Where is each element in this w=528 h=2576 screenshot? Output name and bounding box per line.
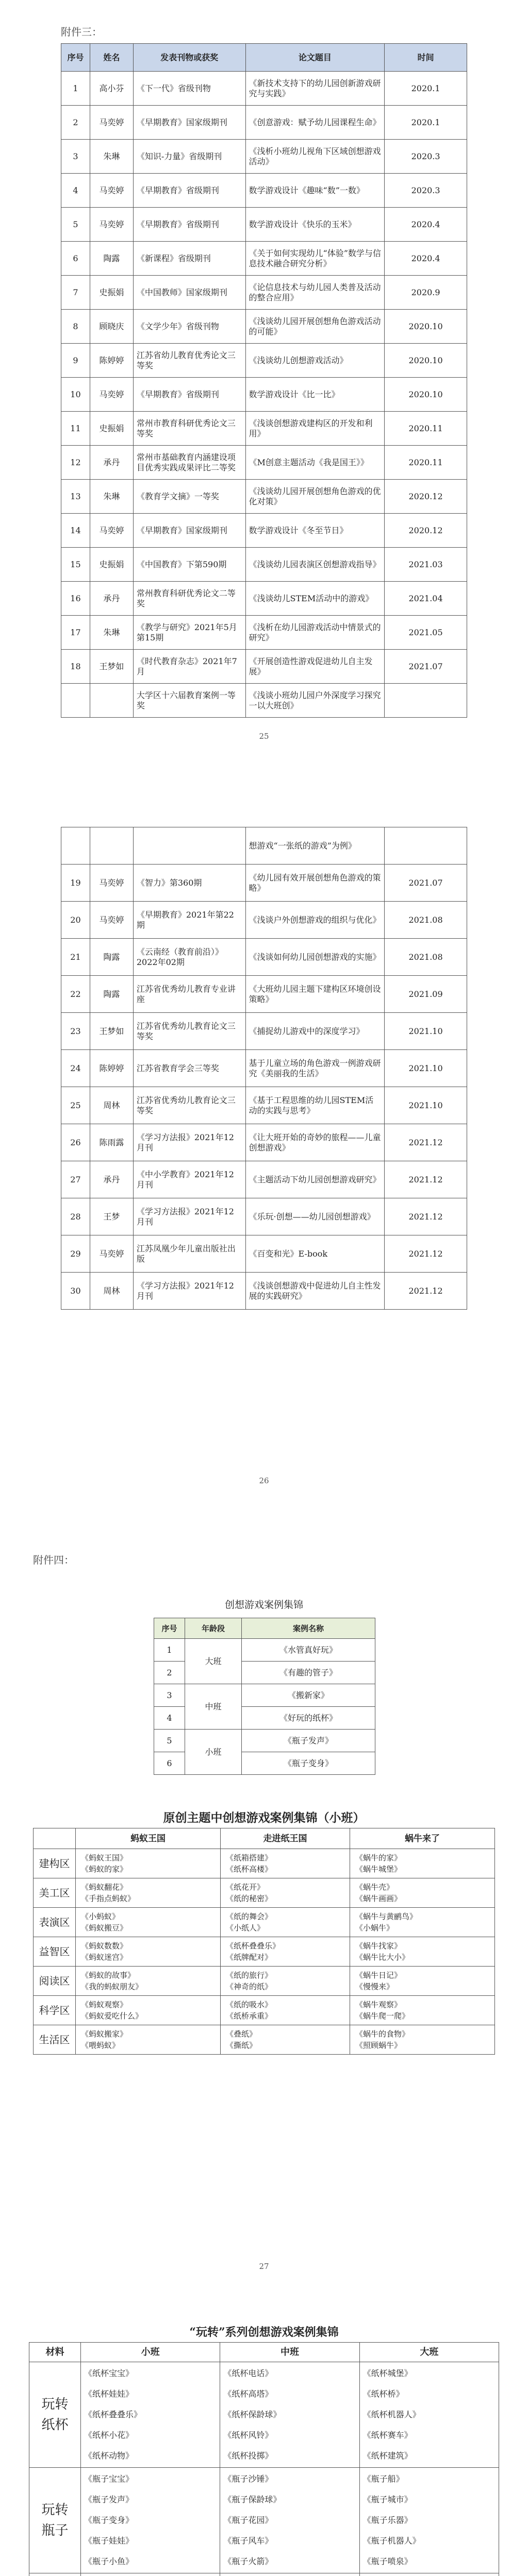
- cell-material: [29, 2573, 81, 2576]
- cell-date: 2020.10: [385, 378, 467, 412]
- cell-title: 《新技术支持下的幼儿园创新游戏研究与实践》: [245, 72, 385, 106]
- table-header-row: [61, 44, 467, 72]
- cell-game-list: [220, 2573, 359, 2576]
- cell-no: 9: [61, 344, 90, 378]
- cell-game-list: [359, 2573, 499, 2576]
- cell-journal: 常州市基础教育内涵建设项目优秀实践成果评比二等奖: [133, 446, 245, 480]
- case-collection-title: 创想游戏案例集锦: [224, 1599, 303, 1611]
- col-header-date: 时间: [385, 44, 467, 72]
- table-header-row: [34, 1828, 495, 1849]
- cell-journal: 《文学少年》省级刊物: [133, 310, 245, 344]
- table-row: [34, 1967, 495, 1996]
- cell-game-list: [81, 2573, 220, 2576]
- cell-date: 2020.10: [385, 344, 467, 378]
- cell-title: 《浅析小班幼儿视角下区域创想游戏活动》: [245, 140, 385, 174]
- table-row: [34, 2025, 495, 2055]
- cell-journal: 江苏省幼儿教育优秀论文三等奖: [133, 344, 245, 378]
- cell-journal: 《学习方法报》2021年12月刊: [133, 1198, 245, 1235]
- cell-title: 《基于工程思维的幼儿园STEM活动的实践与思考》: [245, 1087, 385, 1124]
- cell-game-list: 《瓶子船》 《瓶子城市》 《瓶子乐器》 《瓶子机器人》 《瓶子喷泉》: [359, 2468, 499, 2573]
- table-row: [61, 1124, 467, 1161]
- case-table: [154, 1618, 375, 1775]
- cell-game-list: 《蚂蚁的故事》 《我的蚂蚁朋友》: [76, 1967, 221, 1996]
- table-row: [34, 1878, 495, 1908]
- col-header-case: 案例名称: [242, 1618, 375, 1639]
- cell-no: 21: [61, 939, 90, 976]
- cell-journal: 《教学与研究》2021年5月第15期: [133, 616, 245, 650]
- table-row: [61, 276, 467, 310]
- cell-game-list: 《瓶子沙锤》 《瓶子保龄球》 《瓶子花园》 《瓶子风车》 《瓶子火箭》: [220, 2468, 359, 2573]
- cell-date: 2020.3: [385, 140, 467, 174]
- cell-author: 马奕婷: [90, 378, 133, 412]
- small-class-title: 原创主题中创想游戏案例集锦（小班）: [163, 1811, 365, 1825]
- cell-journal: 《学习方法报》2021年12月刊: [133, 1273, 245, 1310]
- cell-title: 《捕捉幼儿游戏中的深度学习》: [245, 1013, 385, 1050]
- table-header-row: [29, 2343, 499, 2362]
- cell-date: 2021.08: [385, 902, 467, 939]
- table-row: [61, 865, 467, 902]
- cell-no: 15: [61, 548, 90, 582]
- cell-no: 23: [61, 1013, 90, 1050]
- cell-game-list: 《蜗牛的食物》 《照顾蜗牛》: [350, 2025, 495, 2055]
- play-series-title: “玩转”系列创想游戏案例集锦: [189, 2326, 339, 2339]
- table-row: [61, 684, 467, 718]
- cell-age: 大班: [185, 1639, 242, 1684]
- cell-journal: 《早期教育》省级期刊: [133, 174, 245, 208]
- cell-author: 陶露: [90, 939, 133, 976]
- cell-journal: 江苏省教育学会三等奖: [133, 1050, 245, 1087]
- paper-table-part2: [61, 827, 467, 1310]
- cell-title: 《让大班开始的奇妙的旅程——儿童创想游戏》: [245, 1124, 385, 1161]
- table-row: [61, 902, 467, 939]
- cell-title: 《论信息技术与幼儿园人类普及活动的整合应用》: [245, 276, 385, 310]
- cell-journal: 江苏凤凰少年儿童出版社出版: [133, 1235, 245, 1273]
- cell-title: 《大班幼儿园主题下建构区环境创设策略》: [245, 976, 385, 1013]
- cell-no: 17: [61, 616, 90, 650]
- cell-journal: 《下一代》省级刊物: [133, 72, 245, 106]
- cell-case-name: 《搬新家》: [242, 1684, 375, 1707]
- cell-date: 2021.07: [385, 865, 467, 902]
- cell-no: 22: [61, 976, 90, 1013]
- cell-author: 马奕婷: [90, 208, 133, 242]
- table-row: [61, 1273, 467, 1310]
- table-row: [34, 1849, 495, 1878]
- cell-game-list: 《纸花开》 《纸的秘密》: [220, 1878, 350, 1908]
- cell-title: 《浅谈户外创想游戏的组织与优化》: [245, 902, 385, 939]
- cell-title: 《浅析在幼儿园游戏活动中情景式的研究》: [245, 616, 385, 650]
- cell-case-name: 《水管真好玩》: [242, 1639, 375, 1662]
- cell-no: 30: [61, 1273, 90, 1310]
- cell-author: 承丹: [90, 582, 133, 616]
- table-row: [61, 106, 467, 140]
- table-row: [61, 378, 467, 412]
- cell-game-list: 《纸的吸水》 《纸桥承重》: [220, 1996, 350, 2025]
- cell-date: 2021.03: [385, 548, 467, 582]
- cell-game-list: 《蜗牛找家》 《蜗牛比大小》: [350, 1937, 495, 1967]
- table-row: [61, 616, 467, 650]
- cell-no: 24: [61, 1050, 90, 1087]
- cell-game-list: 《蚂蚁观察》 《蚂蚁爱吃什么》: [76, 1996, 221, 2025]
- cell-area: 表演区: [34, 1908, 76, 1937]
- cell-journal: 常州市教育科研优秀论文三等奖: [133, 412, 245, 446]
- cell-author: 承丹: [90, 446, 133, 480]
- cell-date: 2020.3: [385, 174, 467, 208]
- page-3: [0, 1546, 528, 2287]
- cell-game-list: 《瓶子宝宝》 《瓶子发声》 《瓶子变身》 《瓶子娃娃》 《瓶子小鱼》: [81, 2468, 220, 2573]
- table-row: [61, 140, 467, 174]
- cell-no: 25: [61, 1087, 90, 1124]
- table-row: [34, 1996, 495, 2025]
- table-row: [61, 412, 467, 446]
- cell-journal: 《时代教育杂志》2021年7月: [133, 650, 245, 684]
- cell-title: 基于儿童立场的角色游戏一例游戏研究《美丽我的生活》: [245, 1050, 385, 1087]
- table-row: [34, 1908, 495, 1937]
- cell-journal: [133, 827, 245, 865]
- cell-title: 数学游戏设计《比一比》: [245, 378, 385, 412]
- cell-area: 建构区: [34, 1849, 76, 1878]
- col-header-material: 材料: [29, 2343, 81, 2362]
- table-row: [29, 2362, 499, 2468]
- cell-journal: 《学习方法报》2021年12月刊: [133, 1124, 245, 1161]
- cell-material: 玩转 瓶子: [29, 2468, 81, 2573]
- cell-no: 10: [61, 378, 90, 412]
- cell-title: 《M创意主题活动《我是国王》》: [245, 446, 385, 480]
- cell-no: 5: [154, 1730, 185, 1752]
- cell-author: 马奕婷: [90, 865, 133, 902]
- cell-game-list: 《蚂蚁数数》 《蚂蚁迷宫》: [76, 1937, 221, 1967]
- table-row: [61, 582, 467, 616]
- cell-date: 2021.12: [385, 1235, 467, 1273]
- cell-game-list: 《纸的舞会》 《小纸人》: [220, 1908, 350, 1937]
- cell-game-list: 《纸箱搭建》 《纸杯高楼》: [220, 1849, 350, 1878]
- cell-date: 2021.10: [385, 1050, 467, 1087]
- cell-no: 27: [61, 1161, 90, 1198]
- page-1: [0, 0, 528, 747]
- cell-game-list: 《蜗牛日记》 《慢慢来》: [350, 1967, 495, 1996]
- cell-author: 陈雨露: [90, 1124, 133, 1161]
- cell-title: 《百变和光》E-book: [245, 1235, 385, 1273]
- cell-no: 12: [61, 446, 90, 480]
- cell-case-name: 《好玩的纸杯》: [242, 1707, 375, 1730]
- table-row: [29, 2573, 499, 2576]
- page-number: 27: [259, 2262, 269, 2271]
- table-row: [61, 446, 467, 480]
- col-header-middle: 中班: [220, 2343, 359, 2362]
- cell-area: 阅读区: [34, 1967, 76, 1996]
- table-row: [61, 344, 467, 378]
- col-header-age: 年龄段: [185, 1618, 242, 1639]
- cell-no: 8: [61, 310, 90, 344]
- cell-author: 史振娟: [90, 412, 133, 446]
- cell-journal: 《中国教师》国家级期刊: [133, 276, 245, 310]
- cell-date: 2020.1: [385, 72, 467, 106]
- cell-journal: 江苏省优秀幼儿教育论文三等奖: [133, 1013, 245, 1050]
- cell-author: 陈婷婷: [90, 344, 133, 378]
- cell-date: 2021.05: [385, 616, 467, 650]
- cell-game-list: 《纸杯宝宝》 《纸杯娃娃》 《纸杯叠叠乐》 《纸杯小花》 《纸杯动物》: [81, 2362, 220, 2468]
- cell-author: 史振娟: [90, 548, 133, 582]
- table-row: [61, 1013, 467, 1050]
- cell-journal: 《智力》第360期: [133, 865, 245, 902]
- cell-title: 想游戏“一张纸的游戏”为例》: [245, 827, 385, 865]
- cell-title: 《主题活动下幼儿园创想游戏研究》: [245, 1161, 385, 1198]
- cell-journal: 《中国教育》下第590期: [133, 548, 245, 582]
- cell-author: 顾晓庆: [90, 310, 133, 344]
- cell-author: 史振娟: [90, 276, 133, 310]
- cell-game-list: 《叠纸》 《撕纸》: [220, 2025, 350, 2055]
- cell-game-list: 《蚂蚁翻花》 《手指点蚂蚁》: [76, 1878, 221, 1908]
- cell-journal: 《早期教育》省级期刊: [133, 378, 245, 412]
- table-row: [34, 1937, 495, 1967]
- cell-title: 《浅谈小班幼儿园户外深度学习探究一以大班创》: [245, 684, 385, 718]
- cell-game-list: 《纸杯电话》 《纸杯高塔》 《纸杯保龄球》 《纸杯风铃》 《纸杯投掷》: [220, 2362, 359, 2468]
- table-row: [61, 650, 467, 684]
- col-header-theme-1: 蚂蚁王国: [76, 1828, 221, 1849]
- cell-title: 《浅谈幼儿园开展创想角色游戏的优化对策》: [245, 480, 385, 514]
- cell-date: 2020.9: [385, 276, 467, 310]
- cell-date: 2021.12: [385, 1161, 467, 1198]
- cell-no: 5: [61, 208, 90, 242]
- col-header-no: 序号: [154, 1618, 185, 1639]
- cell-game-list: 《纸的旅行》 《神奇的纸》: [220, 1967, 350, 1996]
- page-number: 26: [259, 1476, 269, 1485]
- table-row: [154, 1684, 375, 1707]
- cell-date: 2021.12: [385, 1124, 467, 1161]
- cell-author: 周林: [90, 1273, 133, 1310]
- table-row: [61, 174, 467, 208]
- cell-date: 2021.09: [385, 976, 467, 1013]
- cell-no: 4: [154, 1707, 185, 1730]
- cell-no: 6: [61, 242, 90, 276]
- cell-journal: 大学区十六届教育案例一等奖: [133, 684, 245, 718]
- cell-title: 《幼儿园有效开展创想角色游戏的策略》: [245, 865, 385, 902]
- cell-title: 《浅谈创想游戏中促进幼儿自主性发展的实践研究》: [245, 1273, 385, 1310]
- cell-title: 《关于如何实现幼儿“体验”数学与信息技术融合研究分析》: [245, 242, 385, 276]
- cell-game-list: 《蜗牛与黄鹂鸟》 《小蜗牛》: [350, 1908, 495, 1937]
- appendix-label: 附件四：: [33, 1554, 74, 1566]
- cell-title: 《浅谈幼儿园开展创想角色游戏活动的可能》: [245, 310, 385, 344]
- cell-journal: 江苏省优秀幼儿教育论文三等奖: [133, 1087, 245, 1124]
- cell-author: 马奕婷: [90, 106, 133, 140]
- cell-no: [61, 827, 90, 865]
- cell-author: 陶露: [90, 242, 133, 276]
- cell-case-name: 《瓶子发声》: [242, 1730, 375, 1752]
- cell-author: 陈婷婷: [90, 1050, 133, 1087]
- cell-game-list: 《小蚂蚁》 《蚂蚁搬豆》: [76, 1908, 221, 1937]
- cell-no: 18: [61, 650, 90, 684]
- cell-no: 3: [154, 1684, 185, 1707]
- cell-game-list: 《蜗牛的家》 《蜗牛城堡》: [350, 1849, 495, 1878]
- cell-game-list: 《蚂蚁搬家》 《喂蚂蚁》: [76, 2025, 221, 2055]
- cell-game-list: 《蜗牛观察》 《蜗牛爬一爬》: [350, 1996, 495, 2025]
- cell-title: 《开展创造性游戏促进幼儿自主发展》: [245, 650, 385, 684]
- cell-journal: 《新课程》省级期刊: [133, 242, 245, 276]
- cell-date: 2021.10: [385, 1013, 467, 1050]
- cell-no: 6: [154, 1752, 185, 1775]
- cell-date: 2021.08: [385, 939, 467, 976]
- cell-date: 2020.4: [385, 242, 467, 276]
- cell-journal: 《早期教育》国家级期刊: [133, 106, 245, 140]
- cell-no: 3: [61, 140, 90, 174]
- cell-author: 王梦: [90, 1198, 133, 1235]
- cell-author: 马奕婷: [90, 902, 133, 939]
- cell-journal: 江苏省优秀幼儿教育专业讲座: [133, 976, 245, 1013]
- table-row: [61, 1161, 467, 1198]
- cell-date: [385, 684, 467, 718]
- cell-title: 《浅谈幼儿STEM活动中的游戏》: [245, 582, 385, 616]
- page-4: [0, 2287, 528, 2576]
- cell-title: 数学游戏设计《快乐的玉米》: [245, 208, 385, 242]
- cell-author: 王梦如: [90, 650, 133, 684]
- cell-author: 王梦如: [90, 1013, 133, 1050]
- cell-journal: 《教育学文摘》一等奖: [133, 480, 245, 514]
- cell-no: 2: [61, 106, 90, 140]
- cell-author: [90, 684, 133, 718]
- table-row: [61, 72, 467, 106]
- table-row: [61, 1087, 467, 1124]
- col-header-area: [34, 1828, 76, 1849]
- cell-game-list: 《纸杯叠叠乐》 《纸牌配对》: [220, 1937, 350, 1967]
- cell-author: 周林: [90, 1087, 133, 1124]
- small-class-table: [33, 1828, 495, 2055]
- cell-game-list: 《纸杯城堡》 《纸杯桥》 《纸杯机器人》 《纸杯赛车》 《纸杯建筑》: [359, 2362, 499, 2468]
- table-row: [61, 548, 467, 582]
- cell-title: 数学游戏设计《趣味“数”一数》: [245, 174, 385, 208]
- cell-game-list: 《蚂蚁王国》 《蚂蚁的家》: [76, 1849, 221, 1878]
- cell-journal: 《云南经（教育前沿）》2022年02期: [133, 939, 245, 976]
- cell-author: 朱琳: [90, 616, 133, 650]
- table-row: [61, 310, 467, 344]
- cell-date: 2021.12: [385, 1198, 467, 1235]
- table-row: [61, 480, 467, 514]
- cell-no: 11: [61, 412, 90, 446]
- table-row: [61, 976, 467, 1013]
- cell-author: [90, 827, 133, 865]
- page-number: 25: [259, 732, 269, 741]
- cell-no: 19: [61, 865, 90, 902]
- cell-title: 《浅谈幼儿创想游戏活动》: [245, 344, 385, 378]
- cell-title: 数学游戏设计《冬至节日》: [245, 514, 385, 548]
- cell-no: 2: [154, 1662, 185, 1684]
- cell-age: 小班: [185, 1730, 242, 1775]
- cell-date: 2020.12: [385, 514, 467, 548]
- cell-author: 承丹: [90, 1161, 133, 1198]
- cell-case-name: 《瓶子变身》: [242, 1752, 375, 1775]
- cell-date: 2021.04: [385, 582, 467, 616]
- cell-no: 1: [61, 72, 90, 106]
- col-header-theme-2: 走进纸王国: [220, 1828, 350, 1849]
- cell-author: 朱琳: [90, 140, 133, 174]
- cell-journal: 《中小学教育》2021年12月刊: [133, 1161, 245, 1198]
- cell-author: 朱琳: [90, 480, 133, 514]
- cell-date: 2021.07: [385, 650, 467, 684]
- cell-no: 4: [61, 174, 90, 208]
- cell-no: 26: [61, 1124, 90, 1161]
- table-header-row: [154, 1618, 375, 1639]
- cell-no: [61, 684, 90, 718]
- cell-game-list: 《蜗牛壳》 《蜗牛画画》: [350, 1878, 495, 1908]
- cell-no: 13: [61, 480, 90, 514]
- cell-no: 7: [61, 276, 90, 310]
- cell-age: 中班: [185, 1684, 242, 1730]
- cell-no: 28: [61, 1198, 90, 1235]
- cell-author: 马奕婷: [90, 514, 133, 548]
- cell-journal: 《早期教育》2021年第22期: [133, 902, 245, 939]
- cell-material: 玩转 纸杯: [29, 2362, 81, 2468]
- col-header-title: 论文题目: [245, 44, 385, 72]
- cell-case-name: 《有趣的管子》: [242, 1662, 375, 1684]
- cell-date: 2021.10: [385, 1087, 467, 1124]
- table-row: [61, 1050, 467, 1087]
- cell-title: 《创意游戏：赋予幼儿园课程生命》: [245, 106, 385, 140]
- table-row: [61, 242, 467, 276]
- cell-no: 20: [61, 902, 90, 939]
- cell-area: 美工区: [34, 1878, 76, 1908]
- cell-date: 2020.4: [385, 208, 467, 242]
- col-header-theme-3: 蜗牛来了: [350, 1828, 495, 1849]
- table-row: [61, 514, 467, 548]
- cell-title: 《浅谈创想游戏建构区的开发和利用》: [245, 412, 385, 446]
- col-header-no: 序号: [61, 44, 90, 72]
- cell-date: 2020.11: [385, 446, 467, 480]
- table-row: [154, 1730, 375, 1752]
- table-row: [154, 1639, 375, 1662]
- appendix-label: 附件三：: [61, 26, 102, 38]
- cell-no: 16: [61, 582, 90, 616]
- cell-area: 益智区: [34, 1937, 76, 1967]
- cell-author: 陶露: [90, 976, 133, 1013]
- cell-area: 科学区: [34, 1996, 76, 2025]
- table-row: [61, 1198, 467, 1235]
- table-row: [61, 939, 467, 976]
- cell-author: 马奕婷: [90, 174, 133, 208]
- col-header-small: 小班: [81, 2343, 220, 2362]
- cell-author: 马奕婷: [90, 1235, 133, 1273]
- cell-date: 2020.10: [385, 310, 467, 344]
- cell-no: 14: [61, 514, 90, 548]
- cell-date: [385, 827, 467, 865]
- cell-date: 2021.12: [385, 1273, 467, 1310]
- cell-journal: 《早期教育》省级期刊: [133, 208, 245, 242]
- col-header-name: 姓名: [90, 44, 133, 72]
- cell-title: 《浅谈幼儿园表演区创想游戏指导》: [245, 548, 385, 582]
- cell-date: 2020.11: [385, 412, 467, 446]
- cell-date: 2020.1: [385, 106, 467, 140]
- table-row: [61, 1235, 467, 1273]
- col-header-large: 大班: [359, 2343, 499, 2362]
- cell-journal: 常州教育科研优秀论文二等奖: [133, 582, 245, 616]
- cell-no: 1: [154, 1639, 185, 1662]
- page-2: [0, 796, 528, 1517]
- cell-title: 《浅谈如何幼儿园创想游戏的实施》: [245, 939, 385, 976]
- cell-area: 生活区: [34, 2025, 76, 2055]
- cell-date: 2020.12: [385, 480, 467, 514]
- cell-journal: 《知识-力量》省级期刊: [133, 140, 245, 174]
- play-series-table: [29, 2342, 499, 2576]
- col-header-journal: 发表刊物或获奖: [133, 44, 245, 72]
- table-row: [61, 208, 467, 242]
- cell-no: 29: [61, 1235, 90, 1273]
- table-row: [29, 2468, 499, 2573]
- paper-table-part1: [61, 43, 467, 718]
- cell-journal: 《早期教育》国家级期刊: [133, 514, 245, 548]
- cell-author: 高小芬: [90, 72, 133, 106]
- table-row: [61, 827, 467, 865]
- cell-title: 《乐玩·创想——幼儿园创想游戏》: [245, 1198, 385, 1235]
